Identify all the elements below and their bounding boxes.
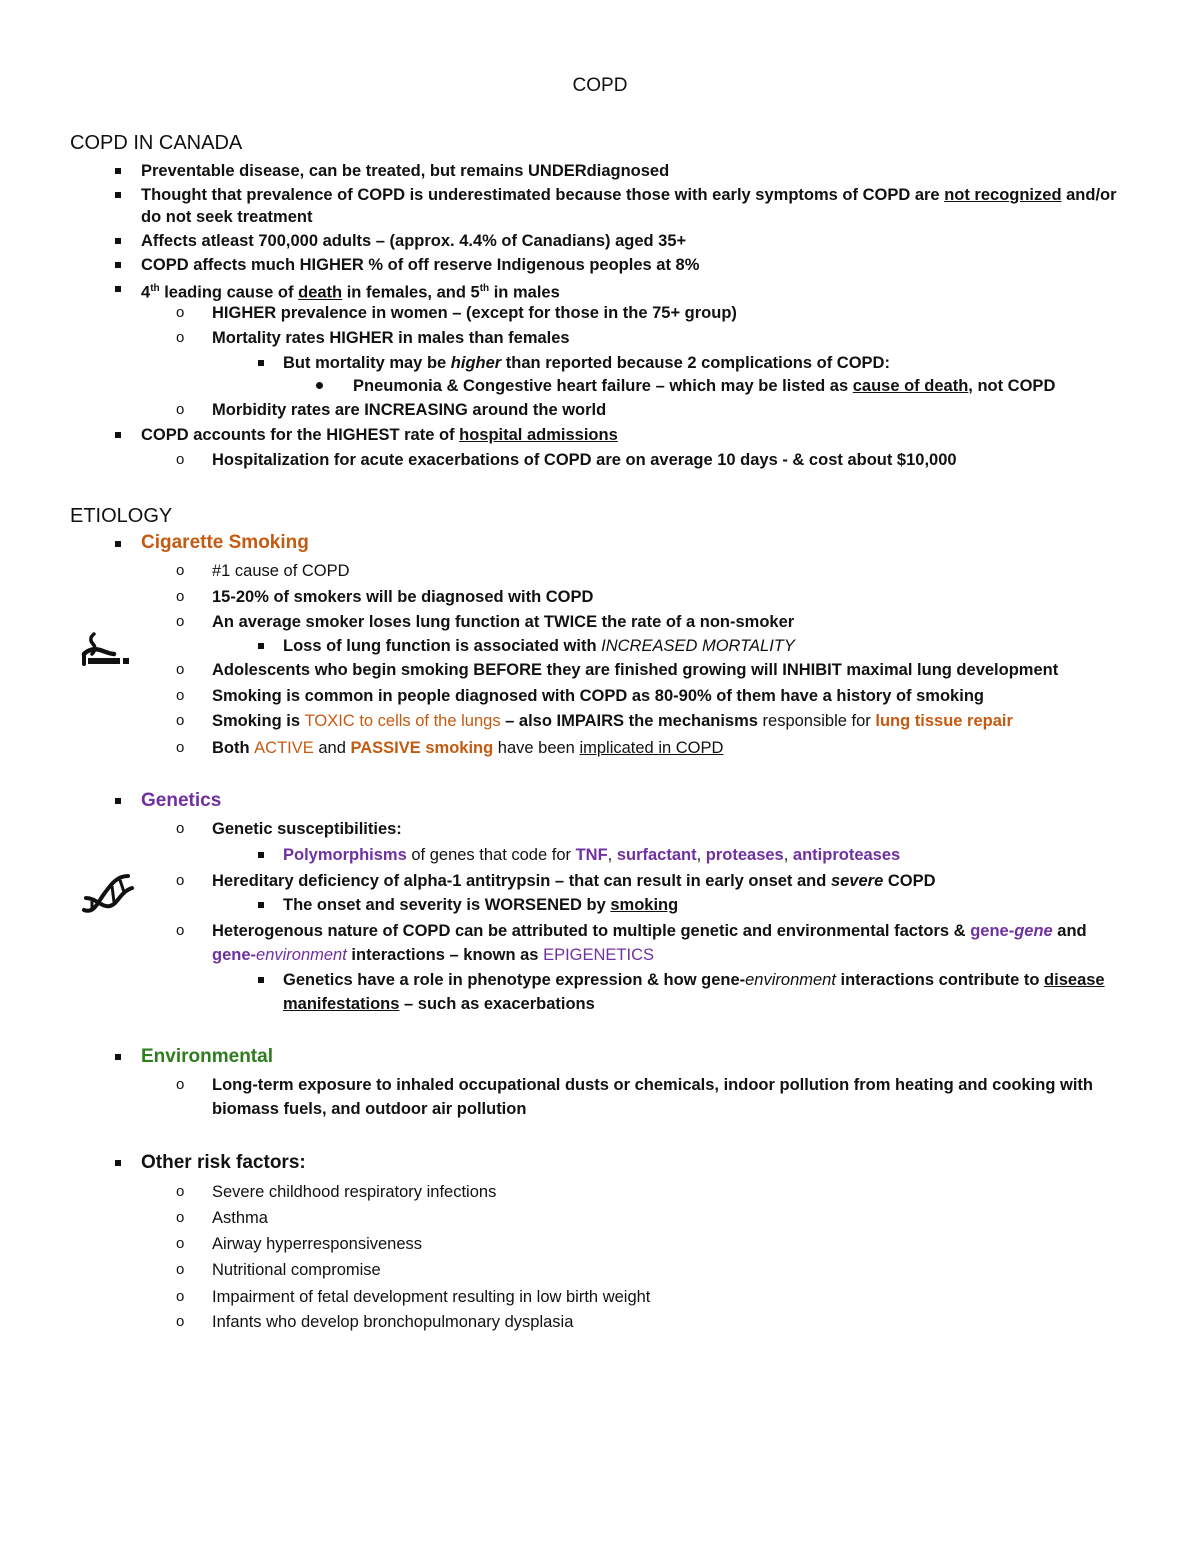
environmental-title: Environmental xyxy=(141,1046,273,1067)
canada-line-9: Pneumonia & Congestive heart failure – which may be listed as cause of death, not COPD xyxy=(353,377,1056,395)
environmental-line-1: Long-term exposure to inhaled occupational dusts or chemicals, indoor pollution from heating and cooking with xyxy=(212,1076,1093,1094)
bullet-o: o xyxy=(176,872,185,889)
other-item: Nutritional compromise xyxy=(212,1261,381,1279)
other-title: Other risk factors: xyxy=(141,1152,306,1173)
page-title: COPD xyxy=(572,75,628,96)
bullet-square xyxy=(115,168,121,174)
canada-line-4: COPD affects much HIGHER % of off reserve Indigenous peoples at 8% xyxy=(141,256,700,274)
genetics-line-3: Hereditary deficiency of alpha-1 antitrypsin – that can result in early onset and severe COPD xyxy=(212,872,936,890)
bullet-o: o xyxy=(176,304,185,321)
bullet-o: o xyxy=(176,712,185,729)
bullet-square xyxy=(115,262,121,268)
bullet-square xyxy=(258,643,264,649)
bullet-o: o xyxy=(176,562,185,579)
bullet-o: o xyxy=(176,329,185,346)
other-item: Impairment of fetal development resulting in low birth weight xyxy=(212,1288,651,1306)
other-item: Asthma xyxy=(212,1209,268,1227)
smoking-title: Cigarette Smoking xyxy=(141,532,309,553)
genetics-title: Genetics xyxy=(141,790,222,811)
bullet-square xyxy=(258,902,264,908)
bullet-square xyxy=(258,360,264,366)
bullet-square xyxy=(258,852,264,858)
genetics-line-5: Heterogenous nature of COPD can be attributed to multiple genetic and environmental factors & gene-gene and xyxy=(212,922,1087,940)
bullet-square xyxy=(115,798,121,804)
canada-line-8: But mortality may be higher than reported because 2 complications of COPD: xyxy=(283,354,890,372)
other-item: Severe childhood respiratory infections xyxy=(212,1183,497,1201)
bullet-o: o xyxy=(176,1288,185,1305)
smoking-line-7: Smoking is TOXIC to cells of the lungs – also IMPAIRS the mechanisms responsible for lung tissue repair xyxy=(212,712,1013,730)
canada-line-11: COPD accounts for the HIGHEST rate of hospital admissions xyxy=(141,426,618,444)
canada-line-5: 4th leading cause of death in females, and 5th in males xyxy=(141,283,560,302)
bullet-o: o xyxy=(176,1261,185,1278)
bullet-square xyxy=(115,286,121,292)
bullet-o: o xyxy=(176,739,185,756)
bullet-square xyxy=(115,238,121,244)
bullet-square xyxy=(115,192,121,198)
bullet-square xyxy=(115,1054,121,1060)
bullet-o: o xyxy=(176,1313,185,1330)
bullet-square xyxy=(115,1160,121,1166)
canada-line-3: Affects atleast 700,000 adults – (approx. 4.4% of Canadians) aged 35+ xyxy=(141,232,687,250)
bullet-o: o xyxy=(176,451,185,468)
canada-line-10: Morbidity rates are INCREASING around the world xyxy=(212,401,607,419)
smoking-line-3: An average smoker loses lung function at TWICE the rate of a non-smoker xyxy=(212,613,795,631)
bullet-o: o xyxy=(176,1235,185,1252)
other-item: Infants who develop bronchopulmonary dysplasia xyxy=(212,1313,574,1331)
smoking-line-4: Loss of lung function is associated with INCREASED MORTALITY xyxy=(283,637,795,655)
smoking-icon xyxy=(80,630,134,670)
canada-line-12: Hospitalization for acute exacerbations of COPD are on average 10 days - & cost about $10,000 xyxy=(212,451,957,469)
smoking-line-8: Both ACTIVE and PASSIVE smoking have been implicated in COPD xyxy=(212,739,724,757)
bullet-o: o xyxy=(176,687,185,704)
canada-line-6: HIGHER prevalence in women – (except for those in the 75+ group) xyxy=(212,304,737,322)
dna-icon xyxy=(80,868,136,918)
genetics-line-7: Genetics have a role in phenotype expression & how gene-environment interactions contribute to disease xyxy=(283,971,1105,989)
bullet-o: o xyxy=(176,588,185,605)
bullet-o: o xyxy=(176,1076,185,1093)
bullet-o: o xyxy=(176,820,185,837)
bullet-o: o xyxy=(176,401,185,418)
genetics-line-4: The onset and severity is WORSENED by smoking xyxy=(283,896,679,914)
other-item: Airway hyperresponsiveness xyxy=(212,1235,423,1253)
canada-line-2: Thought that prevalence of COPD is underestimated because those with early symptoms of COPD are not recognized and/or xyxy=(141,186,1117,204)
canada-line-2-cont: do not seek treatment xyxy=(141,208,313,226)
smoking-line-5: Adolescents who begin smoking BEFORE they are finished growing will INHIBIT maximal lung development xyxy=(212,661,1059,679)
genetics-line-1: Genetic susceptibilities: xyxy=(212,820,402,838)
canada-line-7: Mortality rates HIGHER in males than females xyxy=(212,329,570,347)
bullet-square xyxy=(258,977,264,983)
bullet-o: o xyxy=(176,661,185,678)
canada-line-1: Preventable disease, can be treated, but remains UNDERdiagnosed xyxy=(141,162,670,180)
bullet-o: o xyxy=(176,613,185,630)
genetics-line-8: manifestations – such as exacerbations xyxy=(283,995,595,1013)
bullet-dot xyxy=(316,382,323,389)
genetics-line-2: Polymorphisms of genes that code for TNF, surfactant, proteases, antiproteases xyxy=(283,846,901,864)
section-heading-etiology: ETIOLOGY xyxy=(70,505,173,527)
bullet-o: o xyxy=(176,922,185,939)
smoking-line-6: Smoking is common in people diagnosed with COPD as 80-90% of them have a history of smoking xyxy=(212,687,984,705)
bullet-o: o xyxy=(176,1183,185,1200)
environmental-line-2: biomass fuels, and outdoor air pollution xyxy=(212,1100,527,1118)
section-heading-canada: COPD IN CANADA xyxy=(70,132,243,154)
bullet-square xyxy=(115,541,121,547)
smoking-line-2: 15-20% of smokers will be diagnosed with COPD xyxy=(212,588,594,606)
bullet-o: o xyxy=(176,1209,185,1226)
smoking-line-1: #1 cause of COPD xyxy=(212,562,350,580)
bullet-square xyxy=(115,432,121,438)
genetics-line-6: gene-environment interactions – known as EPIGENETICS xyxy=(212,946,655,964)
